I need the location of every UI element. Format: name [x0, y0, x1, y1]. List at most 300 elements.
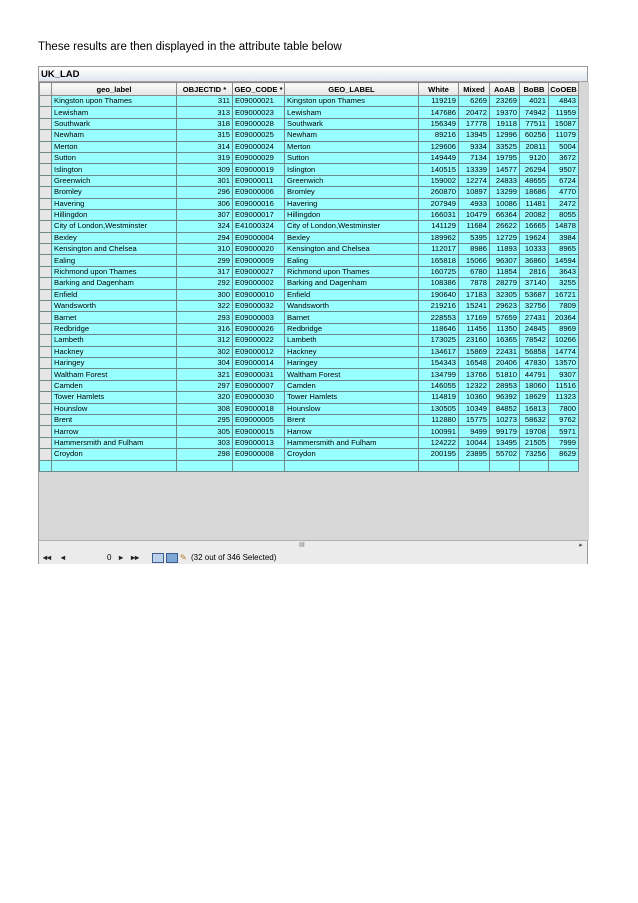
table-cell: 324 — [177, 221, 233, 232]
row-selector[interactable] — [40, 392, 52, 403]
table-cell: 8969 — [549, 323, 579, 334]
table-cell: Wandsworth — [285, 301, 419, 312]
table-cell: Greenwich — [52, 175, 177, 186]
table-cell: 321 — [177, 369, 233, 380]
table-cell: 14594 — [549, 255, 579, 266]
table-cell: 15869 — [459, 346, 490, 357]
table-cell: E09000027 — [233, 266, 285, 277]
row-selector[interactable] — [40, 323, 52, 334]
table-cell: 166031 — [419, 209, 459, 220]
table-cell: E09000016 — [233, 198, 285, 209]
table-cell: 11893 — [490, 244, 520, 255]
table-cell: 21505 — [520, 437, 549, 448]
table-cell: 37140 — [520, 278, 549, 289]
table-cell: E09000025 — [233, 130, 285, 141]
current-record-field[interactable]: 0 — [107, 553, 112, 562]
row-selector[interactable] — [40, 118, 52, 129]
table-cell: Lewisham — [285, 107, 419, 118]
table-cell: 219216 — [419, 301, 459, 312]
table-cell: Southwark — [52, 118, 177, 129]
table-cell: 32305 — [490, 289, 520, 300]
table-row[interactable] — [40, 437, 579, 448]
row-selector[interactable] — [40, 175, 52, 186]
table-row[interactable] — [40, 152, 579, 163]
table-cell: 7134 — [459, 152, 490, 163]
table-cell: 27431 — [520, 312, 549, 323]
table-cell: 159002 — [419, 175, 459, 186]
row-selector[interactable] — [40, 449, 52, 460]
table-row[interactable] — [40, 380, 579, 391]
previous-record-button[interactable]: ◂ — [61, 553, 66, 562]
row-selector[interactable] — [40, 437, 52, 448]
column-header[interactable]: Mixed — [459, 83, 490, 96]
table-cell: 9762 — [549, 414, 579, 425]
table-cell: City of London,Westminster — [285, 221, 419, 232]
table-cell: 12322 — [459, 380, 490, 391]
table-cell: 298 — [177, 449, 233, 460]
table-cell: Havering — [52, 198, 177, 209]
table-cell: 96307 — [490, 255, 520, 266]
table-cell: Sutton — [285, 152, 419, 163]
table-cell: Islington — [52, 164, 177, 175]
table-cell: 317 — [177, 266, 233, 277]
table-cell: 299 — [177, 255, 233, 266]
table-cell: 24833 — [490, 175, 520, 186]
table-cell: Hillingdon — [285, 209, 419, 220]
table-cell: Croydon — [285, 449, 419, 460]
table-cell: 108386 — [419, 278, 459, 289]
table-cell: Bromley — [52, 187, 177, 198]
table-cell: 296 — [177, 187, 233, 198]
row-selector-header[interactable] — [40, 83, 52, 96]
row-selector[interactable] — [40, 312, 52, 323]
row-selector[interactable] — [40, 96, 52, 107]
table-cell: 20472 — [459, 107, 490, 118]
table-cell: 12729 — [490, 232, 520, 243]
column-header[interactable]: OBJECTID * — [177, 83, 233, 96]
row-selector[interactable] — [40, 414, 52, 425]
table-cell: 9307 — [549, 369, 579, 380]
row-selector[interactable] — [40, 198, 52, 209]
table-cell: 119219 — [419, 96, 459, 107]
row-selector[interactable] — [40, 187, 52, 198]
empty-cell — [177, 460, 233, 471]
attribute-table-window — [38, 66, 588, 564]
table-cell: 319 — [177, 152, 233, 163]
table-cell: 24845 — [520, 323, 549, 334]
table-cell: 23895 — [459, 449, 490, 460]
row-selector[interactable] — [40, 130, 52, 141]
table-row[interactable] — [40, 244, 579, 255]
table-cell: E09000006 — [233, 187, 285, 198]
table-row[interactable] — [40, 301, 579, 312]
table-cell: 84852 — [490, 403, 520, 414]
table-row[interactable] — [40, 175, 579, 186]
table-cell: 308 — [177, 403, 233, 414]
table-cell: Southwark — [285, 118, 419, 129]
table-row[interactable] — [40, 403, 579, 414]
table-cell: 4933 — [459, 198, 490, 209]
column-header[interactable]: GEO_CODE * — [234, 84, 283, 94]
scroll-grip[interactable]: III — [299, 542, 305, 549]
table-cell: Barnet — [285, 312, 419, 323]
table-cell: 9507 — [549, 164, 579, 175]
table-cell: 3984 — [549, 232, 579, 243]
table-cell: Bexley — [285, 232, 419, 243]
table-row[interactable] — [40, 414, 579, 425]
table-cell: 28279 — [490, 278, 520, 289]
show-all-records-icon[interactable] — [152, 553, 164, 563]
table-cell: E09000026 — [233, 323, 285, 334]
table-cell: 73256 — [520, 449, 549, 460]
table-cell: E09000014 — [233, 357, 285, 368]
row-selector[interactable] — [40, 301, 52, 312]
table-cell: 99179 — [490, 426, 520, 437]
table-cell: E09000022 — [233, 335, 285, 346]
table-cell: 316 — [177, 323, 233, 334]
table-cell: E09000024 — [233, 141, 285, 152]
row-selector[interactable] — [40, 164, 52, 175]
table-cell: 14774 — [549, 346, 579, 357]
caption: These results are then displayed in the attribute table below — [38, 41, 342, 53]
column-header[interactable]: CoOEB — [550, 84, 577, 94]
table-cell: 96392 — [490, 392, 520, 403]
table-cell: 147686 — [419, 107, 459, 118]
table-cell: 112880 — [419, 414, 459, 425]
table-cell: 190640 — [419, 289, 459, 300]
table-cell: 309 — [177, 164, 233, 175]
table-cell: E09000017 — [233, 209, 285, 220]
empty-cell — [419, 460, 459, 471]
table-cell: 3643 — [549, 266, 579, 277]
table-cell: E09000028 — [233, 118, 285, 129]
table-cell: 160725 — [419, 266, 459, 277]
table-cell: 17778 — [459, 118, 490, 129]
row-selector[interactable] — [40, 357, 52, 368]
table-cell: Ealing — [285, 255, 419, 266]
first-record-button[interactable]: ◂◂ — [43, 553, 52, 562]
row-selector[interactable] — [40, 380, 52, 391]
table-cell: 300 — [177, 289, 233, 300]
table-cell: 140515 — [419, 164, 459, 175]
table-row[interactable] — [40, 278, 579, 289]
table-cell: 36860 — [520, 255, 549, 266]
table-cell: 314 — [177, 141, 233, 152]
next-record-button[interactable]: ▸ — [119, 553, 124, 562]
empty-cell — [490, 460, 520, 471]
table-cell: 294 — [177, 232, 233, 243]
table-cell: Redbridge — [285, 323, 419, 334]
table-row[interactable] — [40, 449, 579, 460]
table-cell: 312 — [177, 335, 233, 346]
table-cell: 302 — [177, 346, 233, 357]
table-cell: 48655 — [520, 175, 549, 186]
row-selector[interactable] — [40, 403, 52, 414]
table-cell: 16365 — [490, 335, 520, 346]
table-cell: 9120 — [520, 152, 549, 163]
table-cell: Camden — [285, 380, 419, 391]
table-cell: 57659 — [490, 312, 520, 323]
table-cell: 318 — [177, 118, 233, 129]
table-cell: 8055 — [549, 209, 579, 220]
row-selector[interactable] — [40, 346, 52, 357]
table-cell: 10897 — [459, 187, 490, 198]
table-cell: 20811 — [520, 141, 549, 152]
table-row[interactable] — [40, 232, 579, 243]
table-cell: 10086 — [490, 198, 520, 209]
table-cell: 19795 — [490, 152, 520, 163]
column-header[interactable]: BoBB — [520, 83, 549, 96]
table-cell: 12996 — [490, 130, 520, 141]
table-cell: 10479 — [459, 209, 490, 220]
table-cell: 7878 — [459, 278, 490, 289]
table-cell: 8629 — [549, 449, 579, 460]
table-row[interactable] — [40, 323, 579, 334]
table-cell: E09000002 — [233, 278, 285, 289]
table-row[interactable] — [40, 198, 579, 209]
row-selector[interactable] — [40, 426, 52, 437]
table-cell: 322 — [177, 301, 233, 312]
last-record-button[interactable]: ▸▸ — [131, 553, 140, 562]
table-cell: 173025 — [419, 335, 459, 346]
row-selector[interactable] — [40, 369, 52, 380]
table-cell: 16548 — [459, 357, 490, 368]
table-cell: 6724 — [549, 175, 579, 186]
column-header[interactable]: geo_label — [52, 83, 177, 96]
table-cell: 10273 — [490, 414, 520, 425]
table-cell: 17169 — [459, 312, 490, 323]
table-cell: Sutton — [52, 152, 177, 163]
table-row[interactable] — [40, 221, 579, 232]
table-cell: Barking and Dagenham — [52, 278, 177, 289]
table-cell: 15066 — [459, 255, 490, 266]
table-row[interactable] — [40, 130, 579, 141]
table-cell: 11854 — [490, 266, 520, 277]
table-cell: 77511 — [520, 118, 549, 129]
table-cell: 2472 — [549, 198, 579, 209]
table-title: UK_LAD — [39, 67, 587, 82]
table-cell: Merton — [285, 141, 419, 152]
table-row[interactable] — [40, 118, 579, 129]
table-row[interactable] — [40, 209, 579, 220]
table-cell: E09000030 — [233, 392, 285, 403]
table-cell: Havering — [285, 198, 419, 209]
table-cell: E09000010 — [233, 289, 285, 300]
table-cell: City of London,Westminster — [52, 221, 177, 232]
column-header[interactable]: AoAB — [490, 83, 520, 96]
table-cell: Hammersmith and Fulham — [52, 437, 177, 448]
table-cell: 89216 — [419, 130, 459, 141]
table-cell: 292 — [177, 278, 233, 289]
table-cell: 17183 — [459, 289, 490, 300]
show-selected-records-icon[interactable] — [166, 553, 178, 563]
table-cell: 26622 — [490, 221, 520, 232]
table-cell: 3672 — [549, 152, 579, 163]
row-selector[interactable] — [40, 152, 52, 163]
table-cell: E09000005 — [233, 414, 285, 425]
empty-cell — [520, 460, 549, 471]
table-cell: 13766 — [459, 369, 490, 380]
table-cell: 313 — [177, 107, 233, 118]
scroll-right-icon[interactable]: ▸ — [579, 542, 583, 549]
row-selector[interactable] — [40, 221, 52, 232]
table-cell: 19624 — [520, 232, 549, 243]
table-cell: Camden — [52, 380, 177, 391]
table-cell: 315 — [177, 130, 233, 141]
table-cell: Haringey — [52, 357, 177, 368]
table-cell: 6780 — [459, 266, 490, 277]
empty-cell — [40, 460, 52, 471]
table-cell: 7809 — [549, 301, 579, 312]
table-cell: 66364 — [490, 209, 520, 220]
table-cell: 18060 — [520, 380, 549, 391]
table-cell: 11456 — [459, 323, 490, 334]
table-cell: 10360 — [459, 392, 490, 403]
table-cell: 112017 — [419, 244, 459, 255]
table-cell: 11516 — [549, 380, 579, 391]
column-header[interactable]: GEO_LABEL — [285, 83, 419, 96]
table-cell: 207949 — [419, 198, 459, 209]
table-cell: 5004 — [549, 141, 579, 152]
table-cell: 15241 — [459, 301, 490, 312]
table-cell: 200195 — [419, 449, 459, 460]
table-cell: Hounslow — [285, 403, 419, 414]
table-cell: 56858 — [520, 346, 549, 357]
table-cell: 9334 — [459, 141, 490, 152]
table-cell: 114819 — [419, 392, 459, 403]
table-cell: E09000011 — [233, 175, 285, 186]
table-cell: 20406 — [490, 357, 520, 368]
table-row[interactable] — [40, 426, 579, 437]
row-selector[interactable] — [40, 141, 52, 152]
table-cell: 15087 — [549, 118, 579, 129]
row-selector[interactable] — [40, 278, 52, 289]
empty-row — [40, 460, 579, 471]
table-cell: 29623 — [490, 301, 520, 312]
table-cell: E09000012 — [233, 346, 285, 357]
table-cell: 13495 — [490, 437, 520, 448]
table-cell: 47830 — [520, 357, 549, 368]
table-cell: 228553 — [419, 312, 459, 323]
table-row[interactable] — [40, 164, 579, 175]
table-cell: 11323 — [549, 392, 579, 403]
table-row[interactable] — [40, 289, 579, 300]
table-cell: E09000015 — [233, 426, 285, 437]
table-cell: 310 — [177, 244, 233, 255]
row-selector[interactable] — [40, 289, 52, 300]
table-row[interactable] — [40, 369, 579, 380]
table-cell: Hounslow — [52, 403, 177, 414]
table-cell: 303 — [177, 437, 233, 448]
table-cell: 146055 — [419, 380, 459, 391]
table-cell: E09000018 — [233, 403, 285, 414]
row-selector[interactable] — [40, 266, 52, 277]
table-cell: 10266 — [549, 335, 579, 346]
table-cell: 4770 — [549, 187, 579, 198]
table-row[interactable] — [40, 266, 579, 277]
table-row[interactable] — [40, 141, 579, 152]
table-area — [39, 82, 589, 540]
row-selector[interactable] — [40, 244, 52, 255]
pencil-icon: ✎ — [180, 553, 187, 562]
table-cell: Greenwich — [285, 175, 419, 186]
table-row[interactable] — [40, 187, 579, 198]
table-row[interactable] — [40, 335, 579, 346]
empty-cell — [549, 460, 579, 471]
table-cell: Harrow — [52, 426, 177, 437]
row-selector[interactable] — [40, 209, 52, 220]
table-cell: 189962 — [419, 232, 459, 243]
row-selector[interactable] — [40, 335, 52, 346]
table-cell: 8986 — [459, 244, 490, 255]
table-cell: 297 — [177, 380, 233, 391]
table-cell: Waltham Forest — [52, 369, 177, 380]
table-row[interactable] — [40, 346, 579, 357]
table-row[interactable] — [40, 96, 579, 107]
table-row[interactable] — [40, 312, 579, 323]
table-row[interactable] — [40, 107, 579, 118]
table-cell: 295 — [177, 414, 233, 425]
table-cell: 44791 — [520, 369, 549, 380]
column-header[interactable]: White — [419, 83, 459, 96]
table-cell: E09000003 — [233, 312, 285, 323]
table-cell: Bromley — [285, 187, 419, 198]
row-selector[interactable] — [40, 232, 52, 243]
table-row[interactable] — [40, 357, 579, 368]
table-cell: 15775 — [459, 414, 490, 425]
table-cell: 4021 — [520, 96, 549, 107]
table-cell: 5395 — [459, 232, 490, 243]
table-cell: 8965 — [549, 244, 579, 255]
table-cell: 154343 — [419, 357, 459, 368]
table-cell: Hackney — [52, 346, 177, 357]
table-cell: Lambeth — [52, 335, 177, 346]
table-cell: 58632 — [520, 414, 549, 425]
table-cell: Brent — [52, 414, 177, 425]
table-cell: E09000021 — [233, 96, 285, 107]
table-cell: Wandsworth — [52, 301, 177, 312]
table-cell: 4843 — [549, 96, 579, 107]
table-cell: 9499 — [459, 426, 490, 437]
table-cell: 16721 — [549, 289, 579, 300]
table-cell: E09000007 — [233, 380, 285, 391]
table-cell: 260870 — [419, 187, 459, 198]
table-row[interactable] — [40, 392, 579, 403]
row-selector[interactable] — [40, 107, 52, 118]
table-cell: Enfield — [285, 289, 419, 300]
table-cell: 18629 — [520, 392, 549, 403]
table-cell: 26294 — [520, 164, 549, 175]
row-selector[interactable] — [40, 255, 52, 266]
table-cell: E09000019 — [233, 164, 285, 175]
table-row[interactable] — [40, 255, 579, 266]
table-cell: 3255 — [549, 278, 579, 289]
table-cell: 13570 — [549, 357, 579, 368]
table-cell: Newham — [285, 130, 419, 141]
table-cell: 74942 — [520, 107, 549, 118]
table-cell: 78542 — [520, 335, 549, 346]
table-cell: 311 — [177, 96, 233, 107]
table-cell: 13339 — [459, 164, 490, 175]
table-cell: 306 — [177, 198, 233, 209]
table-cell: 11481 — [520, 198, 549, 209]
header-row — [40, 83, 579, 96]
table-cell: Croydon — [52, 449, 177, 460]
table-cell: E09000004 — [233, 232, 285, 243]
table-cell: Brent — [285, 414, 419, 425]
empty-cell — [52, 460, 177, 471]
table-cell: 129606 — [419, 141, 459, 152]
